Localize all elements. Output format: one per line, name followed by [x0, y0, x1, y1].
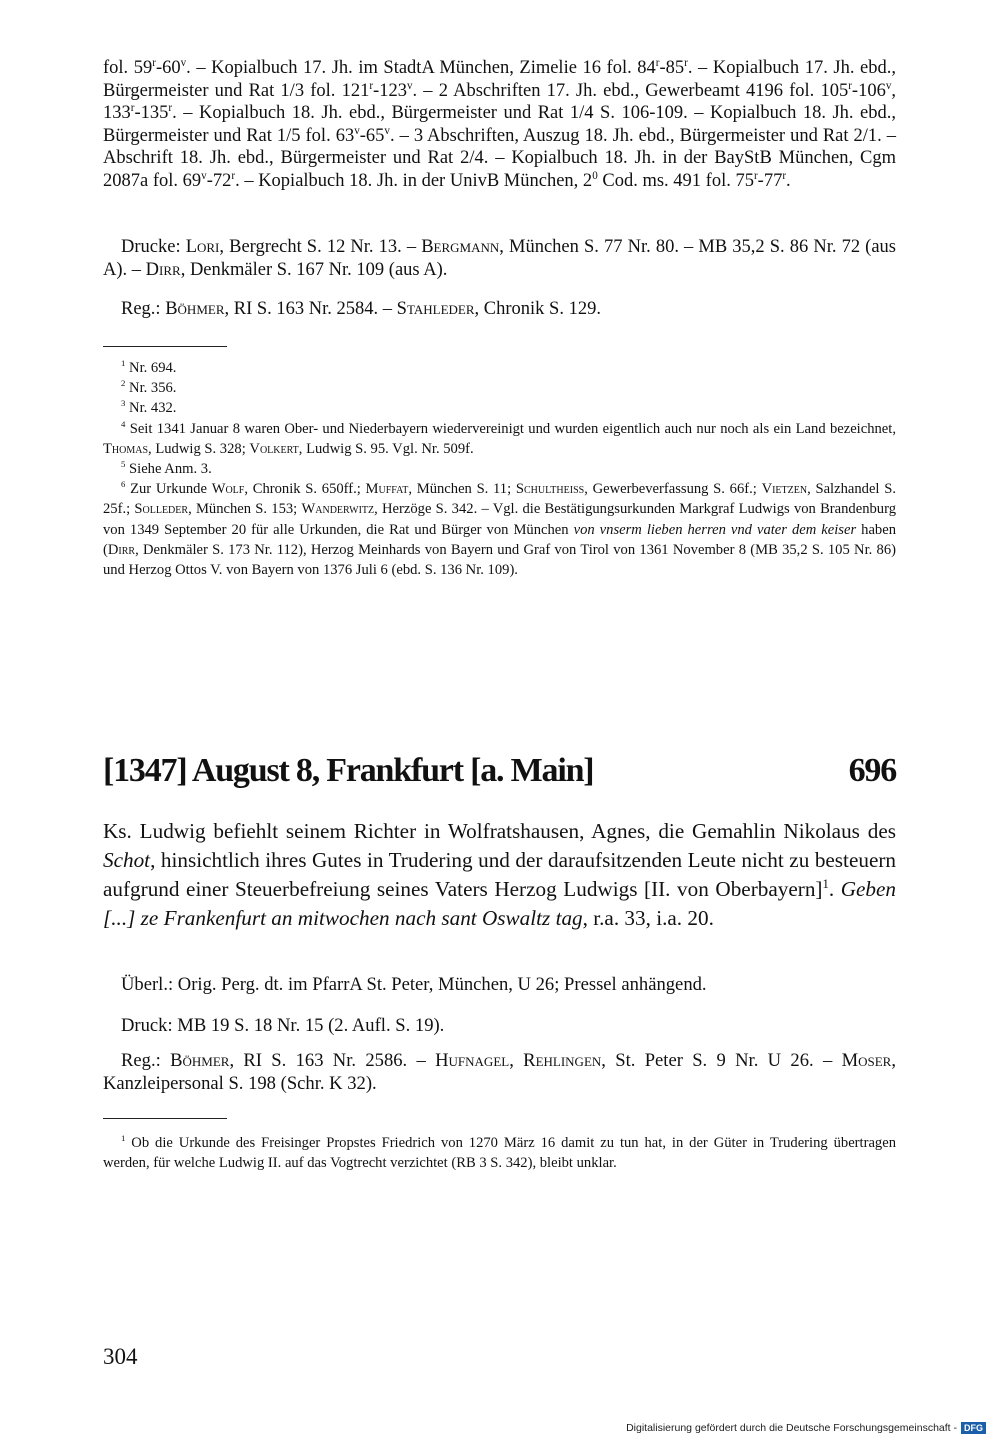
entry-footnotes [103, 1133, 896, 1173]
footnote-5: $^5$ Siehe Anm. 3. [121, 459, 212, 478]
entry-druck: Druck: MB 19 S. 18 Nr. 15 (2. Aufl. S. 19). [121, 1015, 445, 1036]
entry-number: 696 [848, 752, 896, 789]
entry-regest: Ks. Ludwig befiehlt seinem Richter in Wolfratshausen, Agnes, die Gemahlin Nikolaus des Schot, hinsichtlich ihres Gutes in Trudering und der daraufsitzenden Leute nicht zu besteuern aufgrund einer Steuerbefreiung seines Vaters Herzog Ludwigs [II. von Oberbayern]$^1$. Geben [...] ze Frankenfurt an mitwochen nach sant Oswaltz tag, r.a. 33, i.a. 20. [103, 819, 896, 930]
footnote-6: $^6$ Zur Urkunde Wolf, Chronik S. 650ff.; Muffat, München S. 11; Schultheiss, Gewerbeverfassung S. 66f.; Vietzen, Salzhandel S. 25f.; Solleder, München S. 153; Wanderwitz, Herzöge S. 342. – Vgl. die Bestätigungsurkunden Markgraf Ludwigs von Brandenburg von 1349 September 20 für alle Urkunden, die Rat und Bürger von München von vnserm lieben herren vnd vater dem keiser haben (Dirr, Denkmäler S. 173 Nr. 112), Herzog Meinhards von Bayern und Graf von Tirol von 1361 November 8 (MB 35,2 S. 105 Nr. 86) und Herzog Ottos V. von Bayern von 1376 Juli 6 (ebd. S. 136 Nr. 109). [103, 479, 896, 579]
dfg-logo: DFG [961, 1422, 986, 1434]
archival-tradition-paragraph: fol. 59$^r$-60$^v$. – Kopialbuch 17. Jh. im StadtA München, Zimelie 16 fol. 84$^r$-85$^r$. – Kopialbuch 17. Jh. ebd., Bürgermeister und Rat 1/3 fol. 121$^r$-123$^v$. – 2 Abschriften 17. Jh. ebd., Gewerbeamt 4196 fol. 105$^r$-106$^v$, 133$^r$-135$^r$. – Kopialbuch 18. Jh. ebd., Bürgermeister und Rat 1/4 S. 106-109. – Kopialbuch 18. Jh. ebd., Bürgermeister und Rat 1/5 fol. 63$^v$-65$^v$. – 3 Abschriften, Auszug 18. Jh. ebd., Bürgermeister und Rat 2/1. – Abschrift 18. Jh. ebd., Bürgermeister und Rat 2/4. – Kopialbuch 18. Jh. in der BayStB München, Cgm 2087a fol. 69$^v$-72$^r$. – Kopialbuch 18. Jh. in der UnivB München, $2^0$ Cod. ms. 491 fol. 75$^r$-77$^r$. [103, 56, 897, 191]
entry-title: [1347] August 8, Frankfurt [a. Main] [103, 752, 594, 789]
drucke-paragraph: Drucke: Lori, Bergrecht S. 12 Nr. 13. – Bergmann, München S. 77 Nr. 80. – MB 35,2 S. 86 Nr. 72 (aus A). – Dirr, Denkmäler S. 167 Nr. 109 (aus A). [103, 237, 896, 280]
digitization-credit [626, 1421, 986, 1435]
entry-regesten: Reg.: Böhmer, RI S. 163 Nr. 2586. – Hufnagel, Rehlingen, St. Peter S. 9 Nr. U 26. – Moser, Kanzleipersonal S. 198 (Schr. K 32). [103, 1050, 896, 1094]
entry-footnote-separator [103, 1118, 227, 1119]
entry-footnote-1: $^1$ Ob die Urkunde des Freisinger Propstes Friedrich von 1270 März 16 damit zu tun hat, in der Güter in Trudering übertragen werden, für welche Ludwig II. auf das Vogtrecht verzichtet (RB 3 S. 342), bleibt unklar. [103, 1133, 896, 1172]
footnote-2: $^2$ Nr. 356. [121, 378, 177, 397]
regesten-paragraph: Reg.: Böhmer, RI S. 163 Nr. 2584. – Stahleder, Chronik S. 129. [121, 299, 601, 319]
footnote-1: $^1$ Nr. 694. [121, 358, 177, 376]
footnote-separator [103, 346, 227, 347]
entry-heading [103, 752, 896, 798]
footnote-3: $^3$ Nr. 432. [121, 398, 177, 417]
credit-text: Digitalisierung gefördert durch die Deutsche Forschungsgemeinschaft - [626, 1422, 957, 1434]
entry-ueberlieferung: Überl.: Orig. Perg. dt. im PfarrA St. Peter, München, U 26; Pressel anhängend. [121, 974, 707, 995]
footnotes-top [103, 358, 896, 580]
footnote-4: $^4$ Seit 1341 Januar 8 waren Ober- und Niederbayern wiedervereinigt und wurden eigentlich auch nur noch als ein Land bezeichnet, Thomas, Ludwig S. 328; Volkert, Ludwig S. 95. Vgl. Nr. 509f. [103, 418, 896, 457]
page-number: 304 [103, 1344, 138, 1369]
